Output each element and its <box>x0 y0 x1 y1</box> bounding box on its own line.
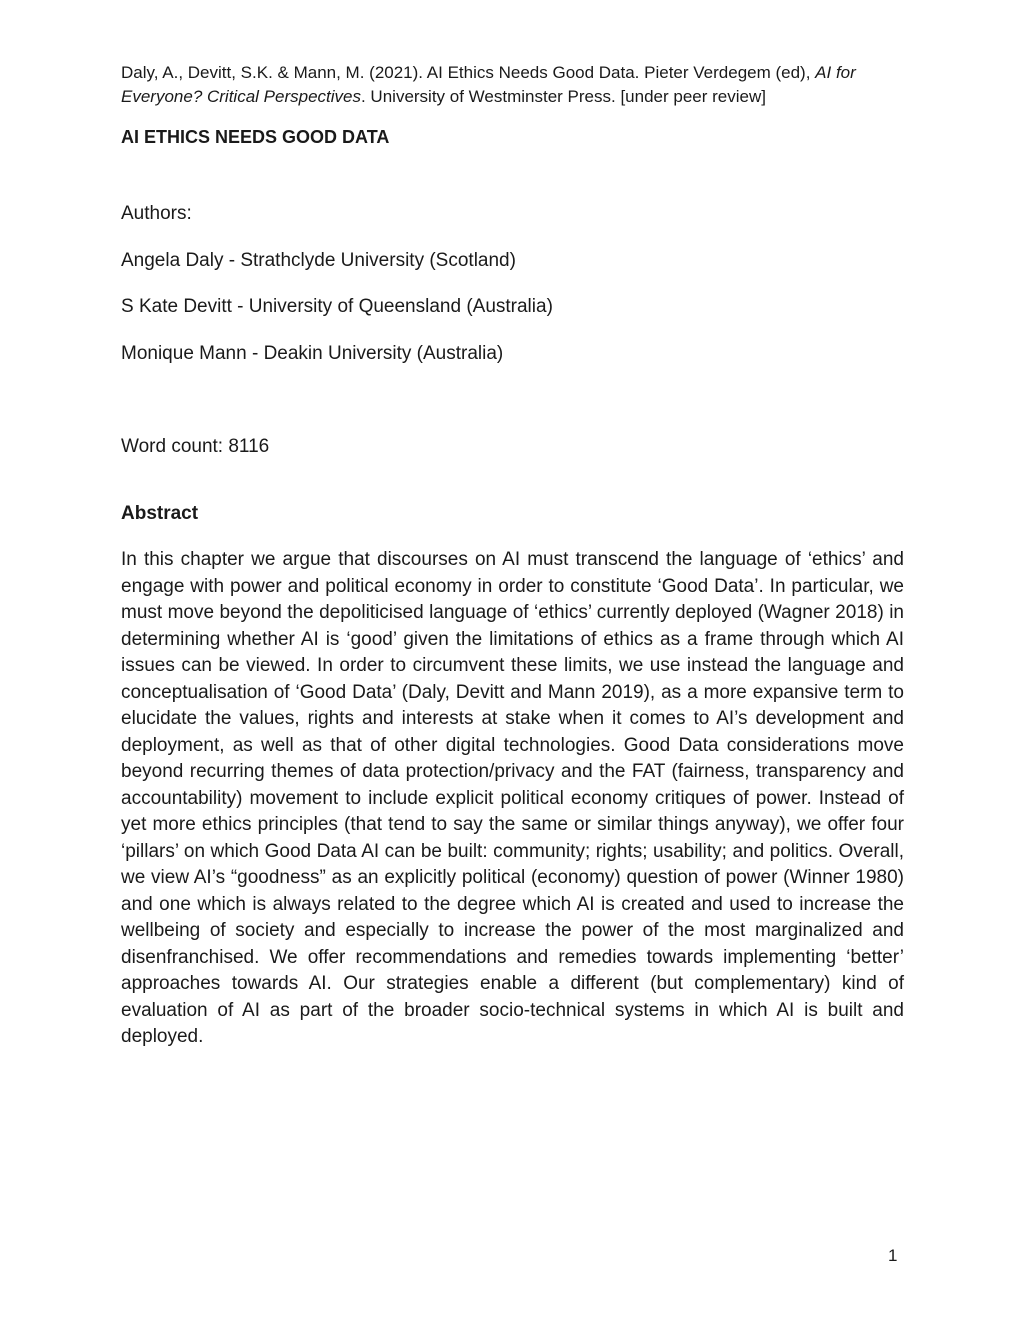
author-line: Angela Daly - Strathclyde University (Scotland) <box>121 250 516 271</box>
page-number: 1 <box>888 1246 898 1265</box>
abstract-text: In this chapter we argue that discourses on AI must transcend the language of ‘ethics’ and engage with power and political economy in order to constitute ‘Good Data’. In particular, we must move beyond the depoliticised language of ‘ethics’ currently deployed (Wagner 2018) in determining whether AI is ‘good’ given the limitations of ethics as a frame through which AI issues can be viewed. In order to circumvent these limits, we use instead the language and conceptualisation of ‘Good Data’ (Daly, Devitt and Mann 2019), as a more expansive term to elucidate the values, rights and interests at stake when it comes to AI’s development and deployment, as well as that of other digital technologies. Good Data considerations move beyond recurring themes of data protection/privacy and the FAT (fairness, transparency and accountability) movement to include explicit political economy critiques of power. Instead of yet more ethics principles (that tend to say the same or similar things anyway), we offer four ‘pillars’ on which Good Data AI can be built: community; rights; usability; and politics. Overall, we view AI’s “goodness” as an explicitly political (economy) question of power (Winner 1980) and one which is always related to the degree which AI is created and used to increase the wellbeing of society and especially to increase the power of the most marginalized and disenfranchised. We offer recommendations and remedies towards implementing ‘better’ approaches towards AI. Our strategies enable a different (but complementary) kind of evaluation of AI as part of the broader socio-technical systems in which AI is built and deployed. <box>121 549 904 1047</box>
citation-publisher-status: . University of Westminster Press. [under peer review] <box>360 87 766 106</box>
word-count: Word count: 8116 <box>121 436 270 457</box>
abstract-heading: Abstract <box>121 503 199 524</box>
paper-title: AI ETHICS NEEDS GOOD DATA <box>121 127 390 147</box>
citation-header <box>121 61 904 109</box>
author-line: Monique Mann - Deakin University (Australia) <box>121 343 504 364</box>
citation-authors-year: Daly, A., Devitt, S.K. & Mann, M. (2021). AI Ethics Needs Good Data. Pieter Verdegem (ed), <box>121 63 816 82</box>
author-line: S Kate Devitt - University of Queensland (Australia) <box>121 296 553 317</box>
citation-book-title: AI for Everyone? Critical Perspectives <box>121 63 856 106</box>
authors-label: Authors: <box>121 203 192 224</box>
